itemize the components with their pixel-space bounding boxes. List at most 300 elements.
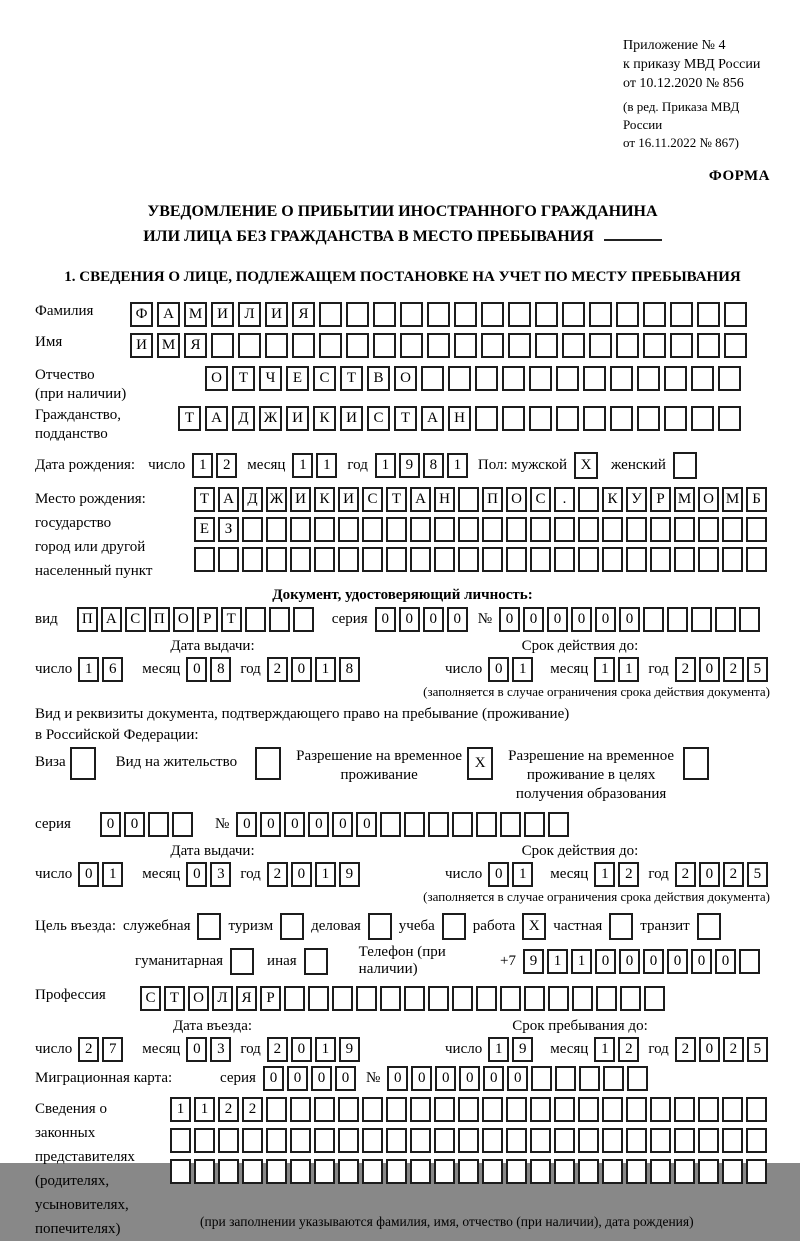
char-cell[interactable]: 5: [747, 657, 768, 682]
char-cell[interactable]: [386, 517, 407, 542]
char-cell[interactable]: 2: [675, 1037, 696, 1062]
char-cell[interactable]: [452, 986, 473, 1011]
char-cell[interactable]: [589, 302, 612, 327]
char-cell[interactable]: С: [140, 986, 161, 1011]
char-cell[interactable]: [556, 406, 579, 431]
char-cell[interactable]: [602, 1128, 623, 1153]
char-cell[interactable]: [218, 1128, 239, 1153]
char-cell[interactable]: [434, 1128, 455, 1153]
char-cell[interactable]: [308, 986, 329, 1011]
char-cell[interactable]: [410, 1128, 431, 1153]
char-cell[interactable]: [502, 406, 525, 431]
char-cell[interactable]: [674, 1159, 695, 1184]
char-cell[interactable]: [637, 406, 660, 431]
char-cell[interactable]: И: [290, 487, 311, 512]
char-cell[interactable]: [319, 333, 342, 358]
char-cell[interactable]: [238, 333, 261, 358]
char-cell[interactable]: [482, 517, 503, 542]
char-cell[interactable]: 2: [267, 862, 288, 887]
char-cell[interactable]: О: [205, 366, 228, 391]
char-cell[interactable]: 0: [619, 949, 640, 974]
char-cell[interactable]: [650, 517, 671, 542]
char-cell[interactable]: [434, 547, 455, 572]
char-cell[interactable]: [242, 517, 263, 542]
char-cell[interactable]: [603, 1066, 624, 1091]
char-cell[interactable]: И: [130, 333, 153, 358]
char-cell[interactable]: 9: [512, 1037, 533, 1062]
char-cell[interactable]: Т: [232, 366, 255, 391]
char-cell[interactable]: [475, 406, 498, 431]
char-cell[interactable]: [319, 302, 342, 327]
char-cell[interactable]: 0: [124, 812, 145, 837]
char-cell[interactable]: [722, 547, 743, 572]
char-cell[interactable]: Я: [184, 333, 207, 358]
char-cell[interactable]: 1: [194, 1097, 215, 1122]
option-residence-permit-checkbox[interactable]: [255, 747, 281, 780]
purpose-study-checkbox[interactable]: [442, 913, 466, 940]
char-cell[interactable]: [506, 1128, 527, 1153]
char-cell[interactable]: 0: [447, 607, 468, 632]
char-cell[interactable]: [508, 333, 531, 358]
char-cell[interactable]: [746, 1097, 767, 1122]
char-cell[interactable]: 0: [423, 607, 444, 632]
char-cell[interactable]: [506, 1159, 527, 1184]
char-cell[interactable]: [338, 517, 359, 542]
char-cell[interactable]: Ф: [130, 302, 153, 327]
char-cell[interactable]: Л: [238, 302, 261, 327]
char-cell[interactable]: 0: [459, 1066, 480, 1091]
char-cell[interactable]: [380, 986, 401, 1011]
char-cell[interactable]: С: [313, 366, 336, 391]
char-cell[interactable]: 0: [335, 1066, 356, 1091]
char-cell[interactable]: [650, 547, 671, 572]
char-cell[interactable]: [691, 607, 712, 632]
char-cell[interactable]: [266, 517, 287, 542]
char-cell[interactable]: В: [367, 366, 390, 391]
char-cell[interactable]: [691, 406, 714, 431]
char-cell[interactable]: [148, 812, 169, 837]
char-cell[interactable]: [338, 1159, 359, 1184]
char-cell[interactable]: [555, 1066, 576, 1091]
char-cell[interactable]: [602, 1097, 623, 1122]
char-cell[interactable]: [746, 1128, 767, 1153]
char-cell[interactable]: 1: [618, 657, 639, 682]
char-cell[interactable]: [556, 366, 579, 391]
char-cell[interactable]: З: [218, 517, 239, 542]
char-cell[interactable]: [458, 547, 479, 572]
char-cell[interactable]: Е: [286, 366, 309, 391]
char-cell[interactable]: [338, 547, 359, 572]
char-cell[interactable]: 0: [499, 607, 520, 632]
char-cell[interactable]: [500, 986, 521, 1011]
char-cell[interactable]: П: [482, 487, 503, 512]
char-cell[interactable]: 1: [315, 1037, 336, 1062]
char-cell[interactable]: 0: [571, 607, 592, 632]
char-cell[interactable]: И: [338, 487, 359, 512]
char-cell[interactable]: [589, 333, 612, 358]
char-cell[interactable]: П: [149, 607, 170, 632]
char-cell[interactable]: [698, 1159, 719, 1184]
char-cell[interactable]: А: [410, 487, 431, 512]
char-cell[interactable]: 0: [186, 1037, 207, 1062]
purpose-private-checkbox[interactable]: [609, 913, 633, 940]
char-cell[interactable]: [362, 517, 383, 542]
char-cell[interactable]: 2: [267, 657, 288, 682]
char-cell[interactable]: [242, 547, 263, 572]
char-cell[interactable]: 1: [315, 657, 336, 682]
char-cell[interactable]: 0: [667, 949, 688, 974]
char-cell[interactable]: [346, 333, 369, 358]
purpose-work-checkbox[interactable]: X: [522, 913, 546, 940]
char-cell[interactable]: [664, 406, 687, 431]
char-cell[interactable]: 1: [292, 453, 313, 478]
char-cell[interactable]: [481, 333, 504, 358]
char-cell[interactable]: [362, 547, 383, 572]
char-cell[interactable]: 1: [594, 862, 615, 887]
char-cell[interactable]: К: [602, 487, 623, 512]
char-cell[interactable]: Т: [164, 986, 185, 1011]
char-cell[interactable]: 1: [316, 453, 337, 478]
char-cell[interactable]: 1: [170, 1097, 191, 1122]
char-cell[interactable]: С: [367, 406, 390, 431]
char-cell[interactable]: [650, 1159, 671, 1184]
char-cell[interactable]: 0: [186, 657, 207, 682]
char-cell[interactable]: [715, 607, 736, 632]
char-cell[interactable]: 0: [595, 607, 616, 632]
char-cell[interactable]: [380, 812, 401, 837]
purpose-humanitarian-checkbox[interactable]: [230, 948, 254, 975]
char-cell[interactable]: [650, 1128, 671, 1153]
char-cell[interactable]: [722, 1097, 743, 1122]
char-cell[interactable]: 2: [723, 862, 744, 887]
char-cell[interactable]: [314, 517, 335, 542]
char-cell[interactable]: [454, 333, 477, 358]
char-cell[interactable]: 1: [571, 949, 592, 974]
char-cell[interactable]: [481, 302, 504, 327]
char-cell[interactable]: [482, 1097, 503, 1122]
char-cell[interactable]: [506, 547, 527, 572]
char-cell[interactable]: 1: [594, 1037, 615, 1062]
option-temp-residence-edu-checkbox[interactable]: [683, 747, 709, 780]
char-cell[interactable]: 0: [263, 1066, 284, 1091]
char-cell[interactable]: О: [394, 366, 417, 391]
char-cell[interactable]: 1: [488, 1037, 509, 1062]
char-cell[interactable]: П: [77, 607, 98, 632]
char-cell[interactable]: 0: [715, 949, 736, 974]
char-cell[interactable]: [194, 547, 215, 572]
char-cell[interactable]: И: [211, 302, 234, 327]
char-cell[interactable]: [332, 986, 353, 1011]
char-cell[interactable]: [596, 986, 617, 1011]
char-cell[interactable]: [670, 302, 693, 327]
char-cell[interactable]: [579, 1066, 600, 1091]
char-cell[interactable]: [386, 1128, 407, 1153]
char-cell[interactable]: 0: [332, 812, 353, 837]
char-cell[interactable]: 2: [723, 657, 744, 682]
char-cell[interactable]: [530, 547, 551, 572]
char-cell[interactable]: 2: [218, 1097, 239, 1122]
char-cell[interactable]: Т: [394, 406, 417, 431]
char-cell[interactable]: 0: [435, 1066, 456, 1091]
char-cell[interactable]: [554, 1128, 575, 1153]
purpose-business-checkbox[interactable]: [368, 913, 392, 940]
char-cell[interactable]: [650, 1097, 671, 1122]
char-cell[interactable]: [421, 366, 444, 391]
char-cell[interactable]: [578, 487, 599, 512]
char-cell[interactable]: [610, 406, 633, 431]
char-cell[interactable]: И: [286, 406, 309, 431]
char-cell[interactable]: [314, 1097, 335, 1122]
char-cell[interactable]: 0: [236, 812, 257, 837]
char-cell[interactable]: [170, 1159, 191, 1184]
char-cell[interactable]: [562, 333, 585, 358]
char-cell[interactable]: [356, 986, 377, 1011]
char-cell[interactable]: [314, 1128, 335, 1153]
char-cell[interactable]: 0: [78, 862, 99, 887]
char-cell[interactable]: 1: [594, 657, 615, 682]
char-cell[interactable]: М: [157, 333, 180, 358]
char-cell[interactable]: [211, 333, 234, 358]
char-cell[interactable]: 0: [100, 812, 121, 837]
char-cell[interactable]: [386, 1097, 407, 1122]
char-cell[interactable]: [502, 366, 525, 391]
char-cell[interactable]: [562, 302, 585, 327]
char-cell[interactable]: [362, 1097, 383, 1122]
char-cell[interactable]: [724, 302, 747, 327]
char-cell[interactable]: [500, 812, 521, 837]
char-cell[interactable]: 5: [747, 862, 768, 887]
char-cell[interactable]: Т: [221, 607, 242, 632]
char-cell[interactable]: [602, 547, 623, 572]
char-cell[interactable]: [265, 333, 288, 358]
char-cell[interactable]: [410, 1097, 431, 1122]
char-cell[interactable]: [338, 1128, 359, 1153]
char-cell[interactable]: 1: [315, 862, 336, 887]
char-cell[interactable]: [506, 517, 527, 542]
char-cell[interactable]: [458, 1159, 479, 1184]
char-cell[interactable]: [290, 1159, 311, 1184]
char-cell[interactable]: [722, 517, 743, 542]
char-cell[interactable]: 5: [747, 1037, 768, 1062]
char-cell[interactable]: 1: [192, 453, 213, 478]
char-cell[interactable]: [458, 1097, 479, 1122]
char-cell[interactable]: [548, 986, 569, 1011]
char-cell[interactable]: 1: [78, 657, 99, 682]
char-cell[interactable]: [746, 1159, 767, 1184]
char-cell[interactable]: И: [265, 302, 288, 327]
char-cell[interactable]: 2: [618, 862, 639, 887]
char-cell[interactable]: [691, 366, 714, 391]
char-cell[interactable]: 0: [619, 607, 640, 632]
sex-male-checkbox[interactable]: X: [574, 452, 598, 479]
char-cell[interactable]: [338, 1097, 359, 1122]
char-cell[interactable]: [529, 366, 552, 391]
char-cell[interactable]: [404, 812, 425, 837]
char-cell[interactable]: Т: [340, 366, 363, 391]
char-cell[interactable]: 0: [291, 657, 312, 682]
char-cell[interactable]: [698, 1097, 719, 1122]
char-cell[interactable]: 9: [523, 949, 544, 974]
char-cell[interactable]: Т: [194, 487, 215, 512]
char-cell[interactable]: [410, 517, 431, 542]
char-cell[interactable]: 8: [339, 657, 360, 682]
char-cell[interactable]: [314, 1159, 335, 1184]
char-cell[interactable]: [452, 812, 473, 837]
option-visa-checkbox[interactable]: [70, 747, 96, 780]
char-cell[interactable]: [218, 1159, 239, 1184]
char-cell[interactable]: [314, 547, 335, 572]
char-cell[interactable]: [616, 333, 639, 358]
char-cell[interactable]: [620, 986, 641, 1011]
char-cell[interactable]: [290, 1097, 311, 1122]
char-cell[interactable]: У: [626, 487, 647, 512]
char-cell[interactable]: А: [205, 406, 228, 431]
char-cell[interactable]: 1: [102, 862, 123, 887]
char-cell[interactable]: 0: [186, 862, 207, 887]
char-cell[interactable]: [698, 517, 719, 542]
char-cell[interactable]: С: [125, 607, 146, 632]
char-cell[interactable]: [643, 302, 666, 327]
char-cell[interactable]: 0: [260, 812, 281, 837]
char-cell[interactable]: [718, 406, 741, 431]
char-cell[interactable]: [529, 406, 552, 431]
char-cell[interactable]: 2: [723, 1037, 744, 1062]
char-cell[interactable]: К: [313, 406, 336, 431]
char-cell[interactable]: [531, 1066, 552, 1091]
char-cell[interactable]: 9: [339, 1037, 360, 1062]
char-cell[interactable]: [476, 812, 497, 837]
char-cell[interactable]: 0: [375, 607, 396, 632]
char-cell[interactable]: [578, 1097, 599, 1122]
char-cell[interactable]: 9: [339, 862, 360, 887]
char-cell[interactable]: 0: [411, 1066, 432, 1091]
char-cell[interactable]: [458, 517, 479, 542]
purpose-official-checkbox[interactable]: [197, 913, 221, 940]
char-cell[interactable]: Д: [242, 487, 263, 512]
char-cell[interactable]: [373, 333, 396, 358]
char-cell[interactable]: Ж: [266, 487, 287, 512]
char-cell[interactable]: [664, 366, 687, 391]
char-cell[interactable]: [410, 1159, 431, 1184]
char-cell[interactable]: 0: [699, 862, 720, 887]
char-cell[interactable]: [572, 986, 593, 1011]
char-cell[interactable]: [674, 517, 695, 542]
char-cell[interactable]: [386, 1159, 407, 1184]
char-cell[interactable]: [346, 302, 369, 327]
char-cell[interactable]: 2: [618, 1037, 639, 1062]
char-cell[interactable]: [616, 302, 639, 327]
char-cell[interactable]: 0: [691, 949, 712, 974]
char-cell[interactable]: [434, 1097, 455, 1122]
char-cell[interactable]: [535, 302, 558, 327]
char-cell[interactable]: [194, 1128, 215, 1153]
char-cell[interactable]: Л: [212, 986, 233, 1011]
char-cell[interactable]: [410, 547, 431, 572]
char-cell[interactable]: 0: [399, 607, 420, 632]
char-cell[interactable]: [602, 517, 623, 542]
char-cell[interactable]: [722, 1128, 743, 1153]
char-cell[interactable]: .: [554, 487, 575, 512]
purpose-transit-checkbox[interactable]: [697, 913, 721, 940]
char-cell[interactable]: [293, 607, 314, 632]
char-cell[interactable]: [637, 366, 660, 391]
char-cell[interactable]: [218, 547, 239, 572]
char-cell[interactable]: 0: [387, 1066, 408, 1091]
char-cell[interactable]: [674, 547, 695, 572]
char-cell[interactable]: 0: [523, 607, 544, 632]
char-cell[interactable]: М: [674, 487, 695, 512]
char-cell[interactable]: Ч: [259, 366, 282, 391]
char-cell[interactable]: О: [173, 607, 194, 632]
char-cell[interactable]: [482, 1159, 503, 1184]
char-cell[interactable]: Ж: [259, 406, 282, 431]
char-cell[interactable]: [697, 333, 720, 358]
char-cell[interactable]: [739, 607, 760, 632]
char-cell[interactable]: [602, 1159, 623, 1184]
char-cell[interactable]: 6: [102, 657, 123, 682]
char-cell[interactable]: [482, 547, 503, 572]
char-cell[interactable]: 1: [512, 862, 533, 887]
char-cell[interactable]: [578, 547, 599, 572]
char-cell[interactable]: Б: [746, 487, 767, 512]
char-cell[interactable]: [583, 406, 606, 431]
char-cell[interactable]: [667, 607, 688, 632]
char-cell[interactable]: [746, 517, 767, 542]
char-cell[interactable]: 0: [311, 1066, 332, 1091]
char-cell[interactable]: 0: [547, 607, 568, 632]
char-cell[interactable]: 0: [595, 949, 616, 974]
char-cell[interactable]: [578, 1128, 599, 1153]
char-cell[interactable]: [428, 986, 449, 1011]
char-cell[interactable]: [290, 1128, 311, 1153]
char-cell[interactable]: М: [184, 302, 207, 327]
char-cell[interactable]: 2: [675, 657, 696, 682]
option-temp-residence-checkbox[interactable]: X: [467, 747, 493, 780]
char-cell[interactable]: [722, 1159, 743, 1184]
char-cell[interactable]: [242, 1159, 263, 1184]
char-cell[interactable]: 2: [267, 1037, 288, 1062]
char-cell[interactable]: [400, 302, 423, 327]
char-cell[interactable]: [172, 812, 193, 837]
char-cell[interactable]: [627, 1066, 648, 1091]
char-cell[interactable]: 2: [216, 453, 237, 478]
char-cell[interactable]: [245, 607, 266, 632]
char-cell[interactable]: [698, 547, 719, 572]
char-cell[interactable]: [373, 302, 396, 327]
char-cell[interactable]: [524, 812, 545, 837]
char-cell[interactable]: [194, 1159, 215, 1184]
char-cell[interactable]: Я: [292, 302, 315, 327]
char-cell[interactable]: 1: [512, 657, 533, 682]
char-cell[interactable]: Е: [194, 517, 215, 542]
char-cell[interactable]: [428, 812, 449, 837]
char-cell[interactable]: А: [421, 406, 444, 431]
char-cell[interactable]: 0: [356, 812, 377, 837]
char-cell[interactable]: И: [340, 406, 363, 431]
char-cell[interactable]: [454, 302, 477, 327]
char-cell[interactable]: [674, 1097, 695, 1122]
char-cell[interactable]: К: [314, 487, 335, 512]
char-cell[interactable]: [718, 366, 741, 391]
char-cell[interactable]: [524, 986, 545, 1011]
char-cell[interactable]: [554, 1159, 575, 1184]
char-cell[interactable]: 0: [488, 862, 509, 887]
char-cell[interactable]: 0: [507, 1066, 528, 1091]
char-cell[interactable]: 0: [291, 1037, 312, 1062]
char-cell[interactable]: [290, 547, 311, 572]
char-cell[interactable]: [427, 302, 450, 327]
char-cell[interactable]: 8: [210, 657, 231, 682]
